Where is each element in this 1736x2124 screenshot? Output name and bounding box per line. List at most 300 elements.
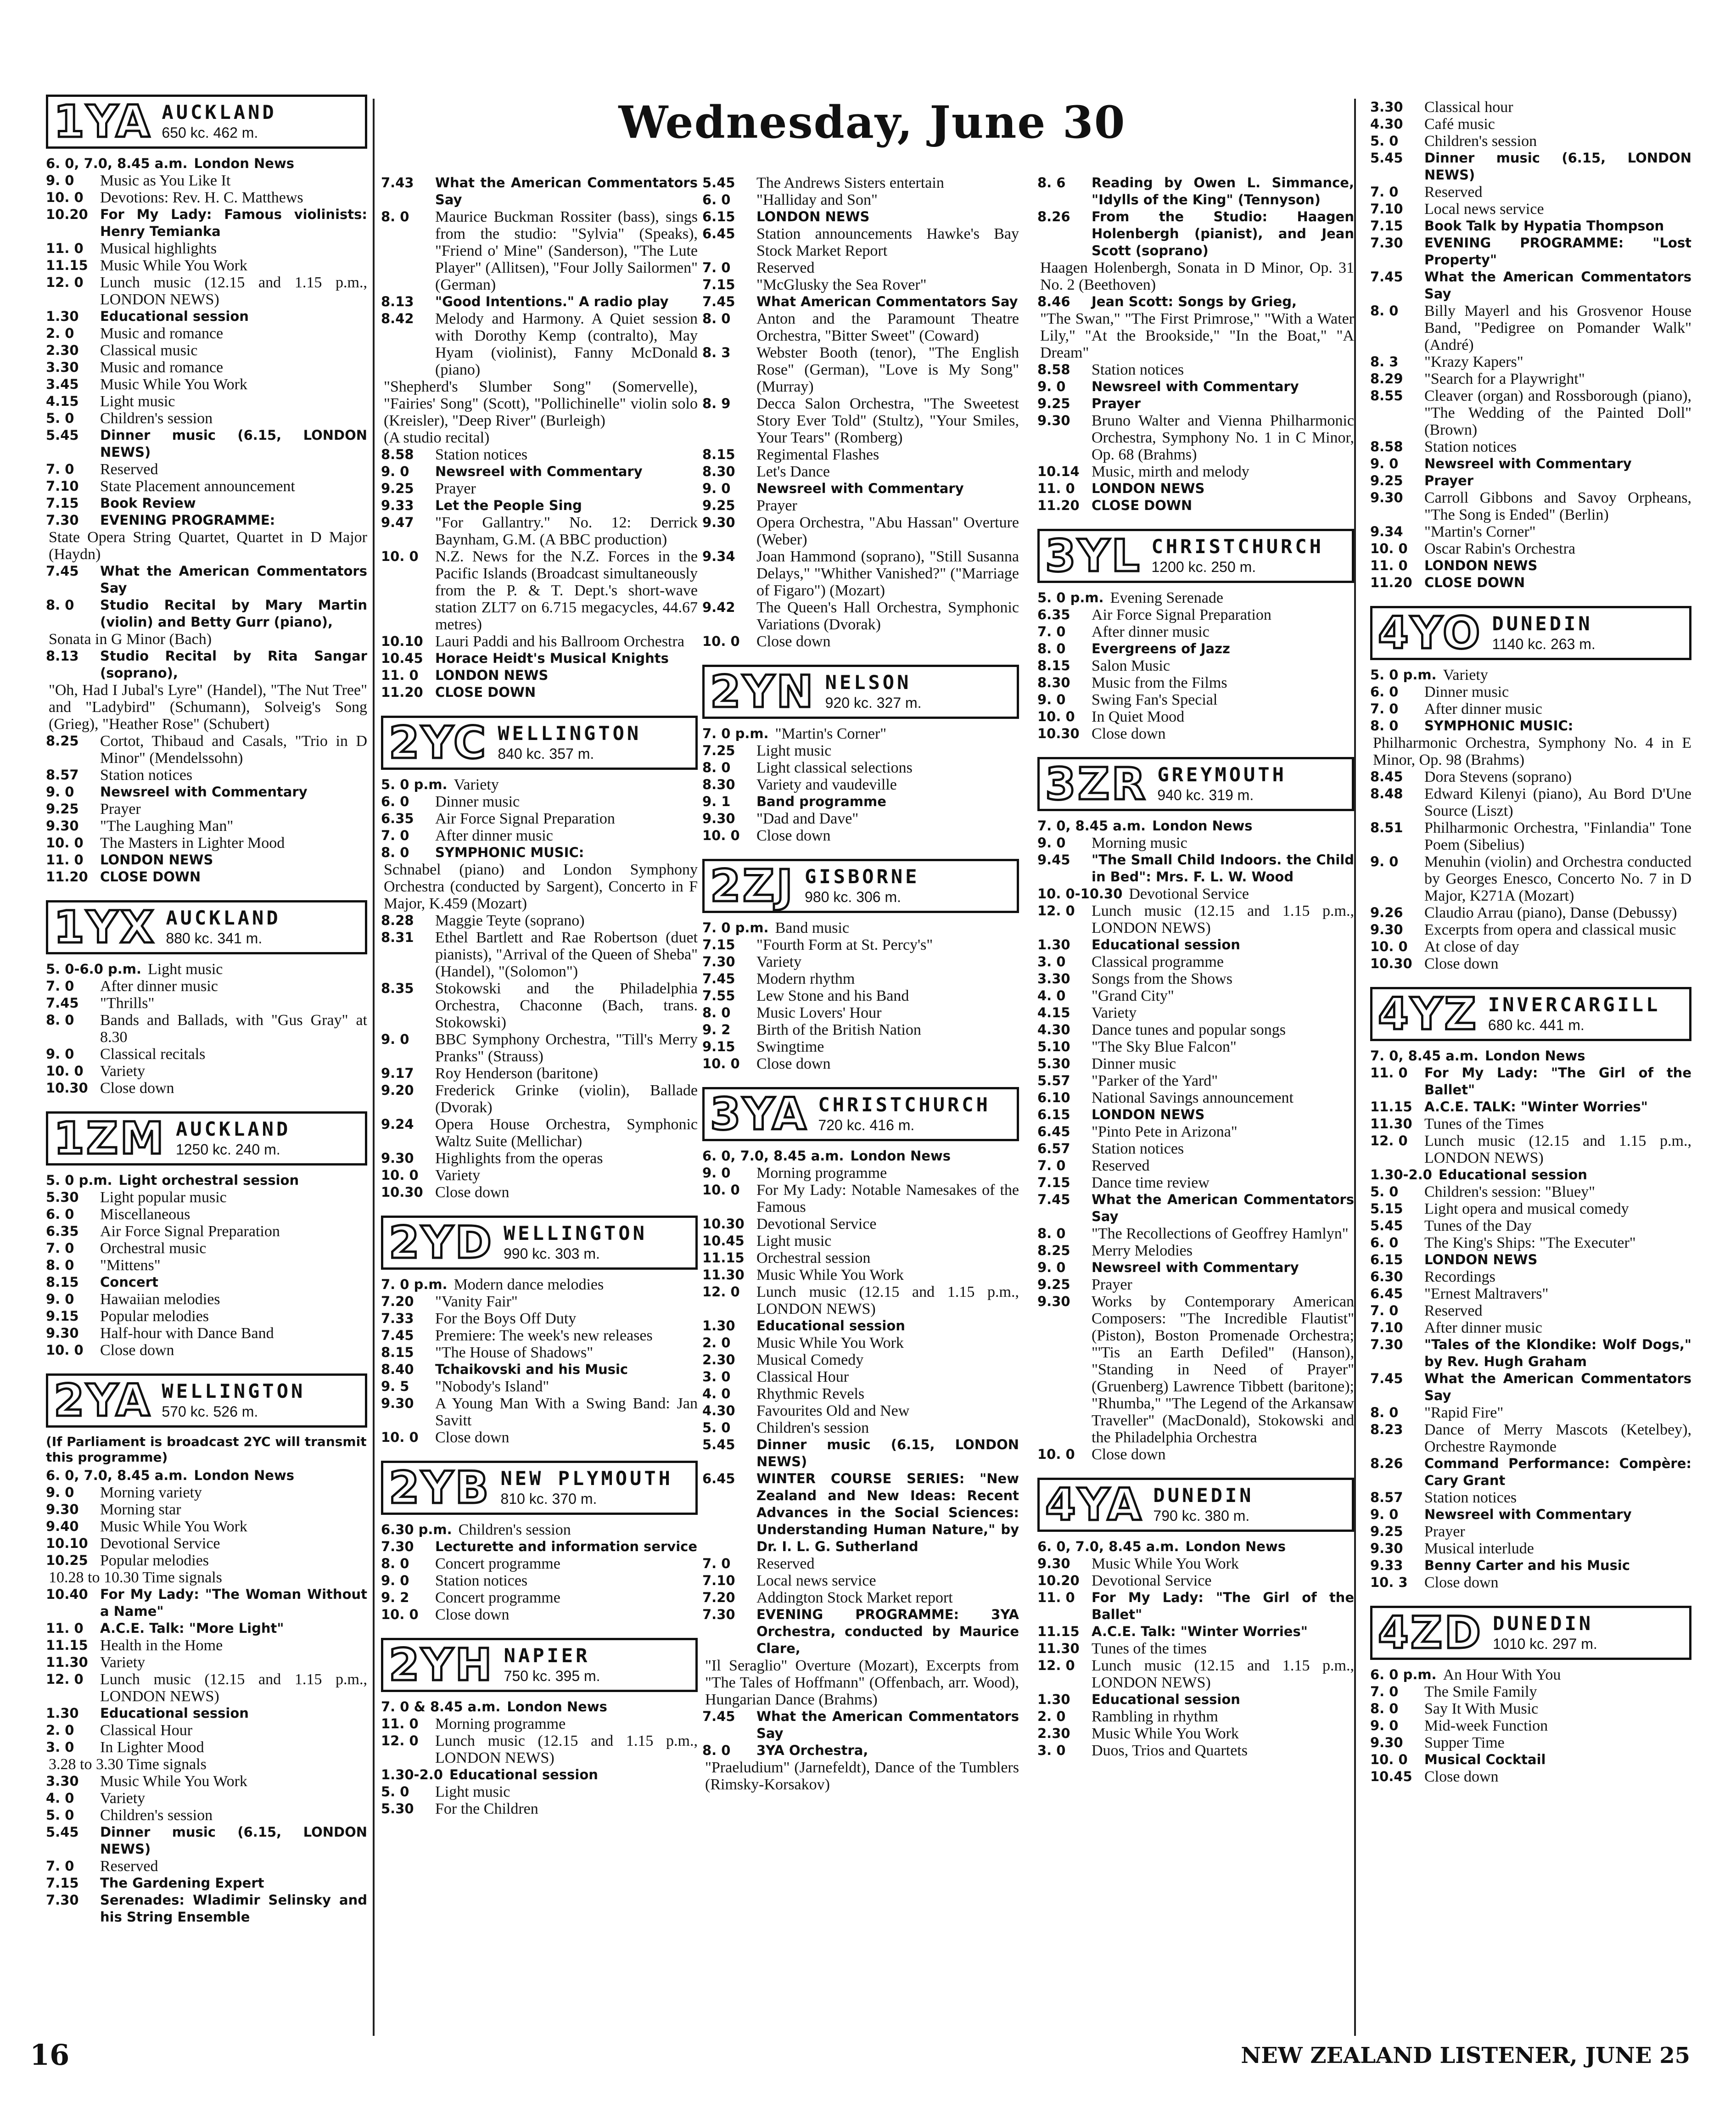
station-header: [702, 859, 1019, 913]
programme-title: "The Recollections of Geoffrey Hamlyn": [1092, 1225, 1349, 1242]
station-call-sign: 2YC: [389, 717, 488, 768]
programme-title: Prayer: [756, 497, 797, 514]
station-city: WELLINGTON: [162, 1380, 306, 1402]
programme-time: 9.15: [46, 1308, 79, 1324]
programme-entry: [381, 684, 698, 701]
programme-entry: [46, 1046, 367, 1063]
programme-entry: [381, 1327, 698, 1344]
programme-time: 12. 0: [1370, 1133, 1408, 1149]
programme-time: 9.25: [1370, 1524, 1403, 1539]
programme-title: After dinner music: [1092, 623, 1210, 640]
programme-time: 6. 0, 7.0, 8.45 a.m.: [46, 156, 188, 171]
station-call-sign: 3YA: [710, 1088, 808, 1140]
programme-title: What the American Commentators Say: [1424, 1371, 1691, 1403]
programme-time: 10.30: [381, 1184, 423, 1200]
programme-entry: [381, 929, 698, 980]
programme-title: Lew Stone and his Band: [756, 987, 909, 1004]
programme-entry: [46, 1189, 367, 1206]
programme-entry: [46, 376, 367, 393]
programme-time: 9.30: [702, 811, 735, 826]
programme-time: 3. 0: [1037, 1743, 1066, 1758]
programme-entry: [46, 1080, 367, 1097]
programme-entry: [1370, 1115, 1691, 1132]
programme-entry: [1370, 1319, 1691, 1336]
programme-entry: [1370, 116, 1691, 133]
programme-time: 8.40: [381, 1362, 414, 1377]
programme-time: 6.35: [1037, 607, 1070, 622]
programme-entry: [1037, 1242, 1354, 1259]
programme-time: 2.30: [702, 1352, 735, 1367]
programme-title: Close down: [435, 1606, 510, 1623]
programme-title: Musical Comedy: [756, 1351, 864, 1368]
programme-entry: [1037, 480, 1354, 497]
programme-title: "McGlusky the Sea Rover": [756, 276, 927, 293]
station-city: DUNEDIN: [1153, 1484, 1254, 1507]
programme-time: 7.10: [1370, 201, 1403, 217]
programme-time: 7. 0: [381, 828, 409, 843]
programme-entry: [1370, 853, 1691, 904]
programme-time: 8. 0: [702, 311, 731, 326]
programme-title: Edward Kilenyi (piano), Au Bord D'Une Source (Liszt): [1424, 785, 1691, 819]
programme-time: 11.15: [46, 1637, 88, 1653]
programme-title: Music While You Work: [100, 1518, 247, 1535]
programme-entry: [381, 827, 698, 844]
station-header: [1370, 1606, 1691, 1660]
programme-title: Miscellaneous: [100, 1206, 190, 1223]
programme-entry: [46, 512, 367, 529]
programme-time: 10. 0: [46, 835, 84, 851]
programme-time: 10. 0: [46, 1342, 84, 1358]
programme-title: Newsreel with Commentary: [1424, 456, 1632, 471]
programme-title: Stokowski and the Philadelphia Orchestra, Chaconne (Bach, trans. Stokowski): [435, 980, 698, 1031]
programme-time: 1.30: [1037, 1692, 1070, 1707]
programme-time: 7. 0, 8.45 a.m.: [1037, 818, 1146, 834]
programme-title: After dinner music: [1424, 701, 1542, 717]
programme-entry: [46, 852, 367, 869]
programme-time: 9.30: [702, 515, 735, 530]
station-block: [381, 1638, 698, 1829]
programme-entry: [702, 293, 1019, 310]
programme-entry: [702, 259, 1019, 276]
station-city: AUCKLAND: [175, 1118, 291, 1140]
programme-entry: [1370, 1251, 1691, 1268]
programme-title: Dinner music (6.15, LONDON NEWS): [1424, 150, 1691, 183]
programme-entry: [46, 784, 367, 801]
programme-entry: [46, 393, 367, 410]
programme-time: 9. 0: [702, 1165, 731, 1181]
station-block: [702, 174, 1019, 662]
programme-title: Lunch music (12.15 and 1.15 p.m., LONDON NEWS): [756, 1283, 1019, 1317]
programme-entry: [46, 801, 367, 818]
programme-time: 8.31: [381, 930, 414, 945]
programme-entry: [381, 480, 698, 497]
programme-time: 12. 0: [1037, 903, 1075, 919]
programme-time: 8.42: [381, 311, 414, 326]
programme-entry: [1037, 725, 1354, 742]
programme-time: 9.30: [46, 1502, 79, 1517]
programme-title: Joan Hammond (soprano), "Still Susanna Delays," "Whither Vanished?" ("Marriage of Figaro") (Mozart): [756, 548, 1019, 599]
programme-entry: [46, 1892, 367, 1926]
programme-entry: [46, 1824, 367, 1858]
programme-time: 7.30: [702, 1607, 735, 1622]
programme-entry: [381, 810, 698, 827]
programme-entry: [702, 776, 1019, 793]
programme-time: 7. 0: [1037, 1158, 1066, 1173]
programme-entry: [1370, 904, 1691, 921]
publication-footer: NEW ZEALAND LISTENER, JUNE 25: [1241, 2043, 1690, 2068]
programme-time: 10.30: [702, 1216, 745, 1232]
programme-time: 7.30: [381, 1539, 414, 1554]
programme-entry: [1370, 1166, 1691, 1183]
programme-time: 7. 0 p.m.: [702, 726, 769, 741]
programme-title: "Tales of the Klondike: Wolf Dogs," by Rev. Hugh Graham: [1424, 1337, 1691, 1369]
programme-time: 6. 0: [1370, 1235, 1399, 1250]
programme-time: 4. 0: [46, 1790, 74, 1806]
programme-entry: [381, 1184, 698, 1201]
programme-title: Songs from the Shows: [1092, 970, 1232, 987]
programme-title: Studio Recital by Rita Sangar (soprano),: [100, 648, 367, 681]
programme-time: 5. 0 p.m.: [46, 1172, 112, 1188]
programme-entry: [702, 463, 1019, 480]
station-city: NEW PLYMOUTH: [500, 1467, 673, 1490]
programme-entry: [1370, 1132, 1691, 1166]
programme-entry: [1370, 1717, 1691, 1734]
programme-time: 11.20: [1037, 498, 1080, 513]
programme-title: Maggie Teyte (soprano): [435, 912, 585, 929]
programme-title: Health in the Home: [100, 1637, 223, 1654]
programme-title: For My Lady: "The Woman Without a Name": [100, 1586, 367, 1619]
station-frequency: 940 kc. 319 m.: [1157, 787, 1254, 803]
programme-entry: [46, 1206, 367, 1223]
programme-time: 8. 0: [1037, 641, 1066, 656]
programme-time: 6. 0: [381, 794, 409, 809]
programme-time: 8.55: [1370, 388, 1403, 404]
programme-time: 7.43: [381, 175, 414, 191]
programme-time: 9.33: [1370, 1558, 1403, 1573]
programme-time: 10. 0: [702, 828, 740, 843]
programme-entry: [702, 1334, 1019, 1351]
programme-title: For My Lady: "The Girl of the Ballet": [1424, 1065, 1691, 1098]
programme-detail: "Oh, Had I Jubal's Lyre" (Handel), "The Nut Tree" and "Ladybird" (Schumann), Solveig's Song (Grieg), "Heather Rose" (Schubert): [49, 682, 367, 733]
programme-entry: [381, 310, 698, 378]
programme-time: 6. 0: [46, 1206, 74, 1222]
station-city: DUNEDIN: [1493, 1612, 1594, 1635]
programme-title: Reserved: [100, 461, 158, 478]
programme-entry: [702, 395, 1019, 446]
station-frequency: 650 kc. 462 m.: [162, 124, 258, 141]
programme-title: Horace Heidt's Musical Knights: [435, 650, 669, 666]
programme-time: 7.25: [702, 743, 735, 758]
station-header: [381, 1216, 698, 1270]
programme-entry: [46, 1875, 367, 1892]
station-call-sign: 4ZD: [1378, 1607, 1483, 1659]
programme-title: Favourites Old and New: [756, 1402, 910, 1419]
programme-title: Orchestral session: [756, 1250, 871, 1267]
programme-time: 7.30: [1370, 1337, 1403, 1352]
programme-entry: [381, 1378, 698, 1395]
programme-title: Prayer: [1424, 1523, 1465, 1540]
programme-entry: [1037, 174, 1354, 208]
programme-time: 8. 0: [1037, 1226, 1066, 1241]
programme-title: Excerpts from opera and classical music: [1424, 921, 1676, 938]
programme-entry: [46, 733, 367, 767]
programme-time: 10. 3: [1370, 1575, 1408, 1590]
programme-entry: [702, 633, 1019, 650]
programme-entry: [381, 293, 698, 310]
column-4: [1037, 174, 1354, 1771]
programme-title: Reserved: [1092, 1157, 1150, 1174]
programme-time: 9.30: [1037, 413, 1070, 428]
programme-time: 6.35: [381, 811, 414, 826]
programme-time: 8. 0: [381, 845, 409, 860]
programme-entry: [1037, 1691, 1354, 1708]
station-city: GREYMOUTH: [1157, 763, 1287, 786]
programme-entry: [702, 1317, 1019, 1334]
station-city: DUNEDIN: [1492, 612, 1593, 635]
station-header: [1037, 757, 1354, 811]
programme-title: Prayer: [1092, 396, 1141, 411]
programme-time: 9.30: [1370, 922, 1403, 937]
station-header: [46, 95, 367, 149]
programme-title: Air Force Signal Preparation: [435, 810, 615, 827]
programme-title: "Mittens": [100, 1257, 161, 1274]
programme-time: 5. 0 p.m.: [1370, 667, 1437, 683]
programme-time: 7.15: [1037, 1175, 1070, 1190]
programme-time: 6. 0 p.m.: [1370, 1667, 1437, 1682]
programme-time: 7.45: [1370, 269, 1403, 285]
programme-time: 9. 0: [702, 481, 731, 496]
programme-entry: [1370, 455, 1691, 472]
programme-time: 10. 0: [1037, 709, 1075, 724]
programme-entry: [46, 995, 367, 1012]
programme-title: Close down: [1092, 725, 1166, 742]
programme-title: Morning programme: [435, 1715, 566, 1732]
programme-time: 11.30: [1037, 1641, 1080, 1656]
programme-title: Band music: [775, 919, 850, 936]
programme-title: Duos, Trios and Quartets: [1092, 1742, 1248, 1759]
programme-time: 1.30-2.0: [381, 1767, 443, 1782]
station-frequency: 980 kc. 306 m.: [805, 889, 902, 905]
programme-entry: [381, 650, 698, 667]
programme-entry: [702, 344, 1019, 395]
programme-entry: [1370, 1523, 1691, 1540]
programme-title: Opera House Orchestra, Symphonic Waltz Suite (Mellichar): [435, 1116, 698, 1150]
programme-title: "Martin's Corner": [775, 725, 887, 742]
programme-time: 10.45: [1370, 1769, 1412, 1784]
programme-entry: [381, 1293, 698, 1310]
programme-title: Billy Mayerl and his Grosvenor House Band, "Pedigree on Pomander Walk" (André): [1424, 303, 1691, 353]
programme-entry: [702, 1419, 1019, 1436]
programme-title: Regimental Flashes: [756, 446, 879, 463]
programme-title: Addington Stock Market report: [756, 1589, 953, 1606]
programme-entry: [46, 1671, 367, 1705]
programme-time: 9. 0: [381, 1031, 409, 1047]
column-rule: [373, 99, 375, 2036]
programme-entry: [381, 1589, 698, 1606]
programme-entry: [46, 495, 367, 512]
programme-time: 4.15: [46, 393, 79, 409]
programme-time: 7.30: [46, 1892, 79, 1908]
programme-time: 9.15: [702, 1039, 735, 1054]
programme-entry: [46, 1535, 367, 1552]
programme-entry: [1370, 1370, 1691, 1404]
programme-entry: [46, 1308, 367, 1325]
programme-title: EVENING PROGRAMME:: [100, 512, 275, 528]
station-block: [1370, 606, 1691, 984]
programme-title: Morning programme: [756, 1165, 887, 1182]
programme-entry: [381, 446, 698, 463]
station-city: CHRISTCHURCH: [1151, 535, 1324, 558]
programme-time: 3. 0: [702, 1369, 731, 1384]
programme-entry: [46, 1807, 367, 1824]
programme-detail: "Shepherd's Slumber Song" (Somervelle), "Fairies' Song" (Scott), "Pollichinelle" violin solo (Kreisler), "Deep River" (Burleigh): [384, 378, 698, 429]
programme-time: 5.45: [702, 1437, 735, 1452]
programme-entry: [381, 208, 698, 293]
programme-time: 9.30: [381, 1150, 414, 1166]
programme-time: 9.47: [381, 515, 414, 530]
programme-time: 6. 0, 7.0, 8.45 a.m.: [702, 1148, 844, 1164]
programme-time: 5. 0: [1370, 1184, 1399, 1199]
programme-time: 11. 0: [46, 852, 84, 868]
programme-entry: [46, 1552, 367, 1569]
programme-entry: [46, 1291, 367, 1308]
programme-title: Newsreel with Commentary: [100, 784, 308, 800]
programme-title: Claudio Arrau (piano), Danse (Debussy): [1424, 904, 1677, 921]
programme-time: 9. 0: [46, 1485, 74, 1500]
programme-title: Reserved: [756, 259, 815, 276]
programme-title: Cleaver (organ) and Rossborough (piano), "The Wedding of the Painted Doll" (Brown): [1424, 387, 1691, 438]
station-call-sign: 3ZR: [1045, 758, 1148, 810]
station-city: NELSON: [825, 671, 912, 694]
programme-title: After dinner music: [100, 978, 218, 995]
programme-entry: [702, 480, 1019, 497]
station-header: [46, 1111, 367, 1166]
programme-entry: [46, 461, 367, 478]
programme-entry: [46, 597, 367, 631]
programme-title: Close down: [435, 1184, 510, 1201]
programme-time: 11. 0: [46, 1620, 84, 1636]
station-header: [702, 1087, 1019, 1141]
programme-entry: [702, 446, 1019, 463]
station-block: [1370, 987, 1691, 1603]
programme-title: Let the People Sing: [435, 498, 582, 513]
programme-entry: [46, 1325, 367, 1342]
station-block: [702, 665, 1019, 856]
programme-title: For the Boys Off Duty: [435, 1310, 577, 1327]
programme-entry: [1370, 235, 1691, 269]
programme-entry: [702, 191, 1019, 208]
programme-entry: [381, 463, 698, 480]
programme-title: Lecturette and information service: [435, 1539, 697, 1554]
programme-time: 9. 2: [702, 1022, 731, 1037]
programme-title: Works by Contemporary American Composers: "The Incredible Flautist" (Piston), Boston Promenade Orchestra; "'Tis an Earth Defiled" (Hanson), "Standing in Need of Prayer" (Gruenberg) Lawrence Tibbett (baritone); "Rhumba," "The Legend of the Arkansaw Traveller" (MacDonald), Stokowski and the Philadelphia Orchestra: [1092, 1293, 1354, 1446]
programme-title: "Dad and Dave": [756, 810, 859, 827]
programme-entry: [46, 1637, 367, 1654]
programme-time: 3.30: [46, 1773, 79, 1789]
programme-entry: [46, 648, 367, 682]
programme-time: 2.30: [46, 342, 79, 358]
programme-time: 1.30-2.0: [1370, 1167, 1432, 1182]
station-header: [1370, 606, 1691, 660]
programme-entry: [1037, 293, 1354, 310]
programme-time: 11. 0: [1037, 1590, 1075, 1605]
programme-title: Birth of the British Nation: [756, 1021, 921, 1038]
programme-time: 6.10: [1037, 1090, 1070, 1105]
programme-entry: [1037, 1021, 1354, 1038]
programme-entry: [381, 1800, 698, 1817]
programme-title: Highlights from the operas: [435, 1150, 603, 1167]
programme-title: Say It With Music: [1424, 1700, 1539, 1717]
station-block: [1037, 757, 1354, 1475]
station-block: [46, 1111, 367, 1371]
programme-time: 8.29: [1370, 371, 1403, 387]
programme-title: "The Small Child Indoors. the Child in Bed": Mrs. F. L. W. Wood: [1092, 852, 1354, 885]
programme-entry: [1370, 1540, 1691, 1557]
programme-title: Dinner music (6.15, LONDON NEWS): [100, 427, 367, 460]
programme-time: 8. 0: [1370, 1701, 1399, 1716]
programme-time: 5.30: [46, 1189, 79, 1205]
programme-title: Newsreel with Commentary: [435, 464, 643, 479]
programme-time: 10.30: [46, 1080, 88, 1096]
station-header: [381, 1638, 698, 1692]
programme-time: 10. 0: [381, 1167, 419, 1183]
programme-title: Dora Stevens (soprano): [1424, 768, 1572, 785]
programme-title: Children's session: [458, 1521, 571, 1538]
programme-time: 9.24: [381, 1116, 414, 1132]
programme-entry: [381, 1783, 698, 1800]
programme-entry: [1037, 1038, 1354, 1055]
programme-title: London News: [850, 1148, 951, 1164]
station-frequency: 880 kc. 341 m.: [166, 930, 263, 947]
programme-entry: [1037, 1089, 1354, 1106]
programme-time: 8. 0: [381, 209, 409, 224]
programme-title: Light popular music: [100, 1189, 227, 1206]
programme-time: 10.10: [46, 1536, 88, 1551]
programme-time: 7. 0: [1037, 624, 1066, 639]
programme-entry: [1370, 955, 1691, 972]
programme-title: Children's session: [100, 410, 213, 427]
programme-time: 5.57: [1037, 1073, 1070, 1088]
station-header: [1037, 529, 1354, 583]
programme-title: Concert programme: [435, 1555, 560, 1572]
station-block: [702, 859, 1019, 1084]
programme-entry: [1370, 1489, 1691, 1506]
programme-time: 9.30: [381, 1395, 414, 1411]
programme-title: Jean Scott: Songs by Grieg,: [1092, 294, 1297, 309]
programme-time: 9.25: [1370, 473, 1403, 488]
programme-entry: [1037, 1259, 1354, 1276]
programme-time: 5. 0: [46, 410, 74, 426]
programme-entry: [46, 1274, 367, 1291]
programme-time: 8.25: [1037, 1243, 1070, 1258]
programme-time: 9.30: [1370, 1541, 1403, 1556]
programme-title: Popular melodies: [100, 1552, 209, 1569]
programme-entry: [1370, 1666, 1691, 1683]
programme-title: Children's session: "Bluey": [1424, 1183, 1595, 1200]
programme-time: 9.33: [381, 498, 414, 513]
programme-title: Educational session: [449, 1767, 598, 1782]
programme-title: What the American Commentators Say: [100, 563, 367, 596]
programme-entry: [381, 1606, 698, 1623]
programme-title: For the Children: [435, 1800, 538, 1817]
programme-entry: [1370, 938, 1691, 955]
programme-title: "Krazy Kapers": [1424, 353, 1523, 370]
programme-entry: [46, 1240, 367, 1257]
programme-entry: [702, 548, 1019, 599]
programme-title: Educational session: [1092, 937, 1240, 953]
programme-detail: Philharmonic Orchestra, Symphony No. 4 in E Minor, Op. 98 (Brahms): [1373, 734, 1691, 768]
programme-title: Evening Serenade: [1110, 589, 1223, 606]
